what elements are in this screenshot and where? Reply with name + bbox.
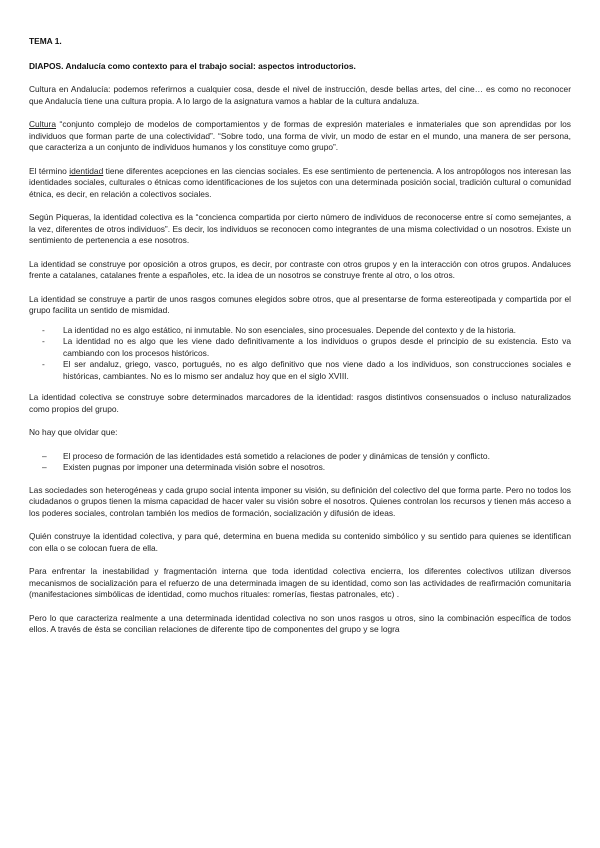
list-item-text: La identidad no es algo que les viene dado definitivamente a los individuos o grupos desde el principio de su existencia. Esto va cambiando con los procesos históricos. xyxy=(63,336,571,358)
bullet: - xyxy=(42,324,45,335)
list-item xyxy=(29,462,571,474)
bullet: – xyxy=(42,450,47,461)
paragraph-text: El término xyxy=(29,165,70,176)
bullet: – xyxy=(42,462,47,472)
power-list xyxy=(29,451,571,474)
paragraph-sociedades-heterogeneas: Las sociedades son heterogéneas y cada grupo social intenta imponer su visión, su definición del colectivo del que forma parte. Pero no todos los ciudadanos o grupos tienen la misma capacidad de hacer valer su visión sobre el nosotros. Quienes controlan los recursos y tienen más acceso a los poderes sociales, controlan también los medios de formación, socialización y difusión de ideas. xyxy=(29,484,571,518)
list-item xyxy=(29,451,571,463)
paragraph-combinacion: Pero lo que caracteriza realmente a una determinada identidad colectiva no son unos rasgos u otros, sino la combinación específica de todos ellos. A través de ésta se concilian relaciones de diferente tipo de componentes del grupo y se logra xyxy=(29,612,571,634)
paragraph-text: tiene diferentes acepciones en las ciencias sociales. Es ese sentimiento de pertenencia. A los antropólogos nos interesan las identidades sociales, culturales o étnicas como identificaciones de los sujetos con una determinada posición social, tradición cultural o comunidad étnica, es decir, en relación a colectivos sociales. xyxy=(29,165,572,199)
paragraph-text: “conjunto complejo de modelos de comportamientos y de formas de expresión materiales e inmateriales que son aprendidas por los individuos que forman parte de una colectividad”. “Sobre todo, una forma de vivir, un modo de estar en el mundo, una manera de ser persona, que caracteriza a un conjunto de individuos humanos y los constituye como grupo”. xyxy=(29,119,571,152)
term-identidad: identidad xyxy=(69,165,104,176)
paragraph-cultura-definicion xyxy=(29,119,571,154)
paragraph-rasgos-comunes: La identidad se construye a partir de unos rasgos comunes elegidos sobre otros, que al presentarse de forma estereotipada y compartida por el grupo facilita un sentido de mismidad. xyxy=(29,293,571,315)
list-item xyxy=(29,359,571,382)
list-item-text: El ser andaluz, griego, vasco, portugués, no es algo definitivo que nos viene dado a los individuos, son construcciones sociales e históricas, cambiantes. No es lo mismo ser andaluz hoy que en el siglo XVIII. xyxy=(63,359,571,381)
term-cultura: Cultura xyxy=(29,119,56,129)
paragraph-oposicion: La identidad se construye por oposición a otros grupos, es decir, por contraste con otros grupos y en la interacción con otros grupos. Andaluces frente a catalanes, catalanes frente a españoles, etc. la idea de un nosotros se construye frente al otro, o los otros. xyxy=(29,258,571,280)
list-item xyxy=(29,325,571,337)
paragraph-identidad xyxy=(29,166,571,201)
paragraph-no-olvidar: No hay que olvidar que: xyxy=(29,427,118,437)
bullet: - xyxy=(42,336,45,346)
identity-list xyxy=(29,325,571,383)
paragraph-piqueras: Según Piqueras, la identidad colectiva es la “concienca compartida por cierto número de individuos de reconocerse entre sí como semejantes, a la vez, diferentes de otros individuos”. Es decir, los individuos se reconocen como integrantes de una misma colectividad o un nosotros. Existe un sentimiento de pertenencia a ese nosotros. xyxy=(29,212,571,245)
paragraph-quien-construye: Quién construye la identidad colectiva, y para qué, determina en buena medida su contenido simbólico y su sentido para quienes se identifican con ella o se colocan fuera de ella. xyxy=(29,531,571,553)
paragraph-marcadores: La identidad colectiva se construye sobre determinados marcadores de la identidad: rasgos distintivos consensuados o incluso naturalizados como propios del grupo. xyxy=(29,392,571,414)
list-item-text: El proceso de formación de las identidades está sometido a relaciones de poder y dinámicas de tensión y conflicto. xyxy=(63,450,490,461)
list-item xyxy=(29,336,571,359)
list-item-text: La identidad no es algo estático, ni inmutable. No son esenciales, sino procesuales. Depende del contexto y de la historia. xyxy=(63,324,516,335)
document-title: TEMA 1. xyxy=(29,36,62,46)
list-item-text: Existen pugnas por imponer una determinada visión sobre el nosotros. xyxy=(63,462,326,472)
paragraph-cultura-andalucia: Cultura en Andalucía: podemos referirnos a cualquier cosa, desde el nivel de instrucción, desde bellas artes, del cine… es como no reconocer que Andalucía tiene una cultura propia. A lo largo de la asignatura vamos a hablar de la cultura andaluza. xyxy=(29,84,571,106)
bullet: - xyxy=(42,359,45,369)
paragraph-mecanismos: Para enfrentar la inestabilidad y fragmentación interna que toda identidad colectiva encierra, los diferentes colectivos utilizan diversos mecanismos de socialización para el refuerzo de una determinada imagen de su identidad, como son las actividades de reafirmación comunitaria (manifestaciones simbólicas de identidad, como muchos rituales: romerías, fiestas patronales, etc) . xyxy=(29,566,571,599)
document-subtitle: DIAPOS. Andalucía como contexto para el trabajo social: aspectos introductorios. xyxy=(29,60,356,71)
